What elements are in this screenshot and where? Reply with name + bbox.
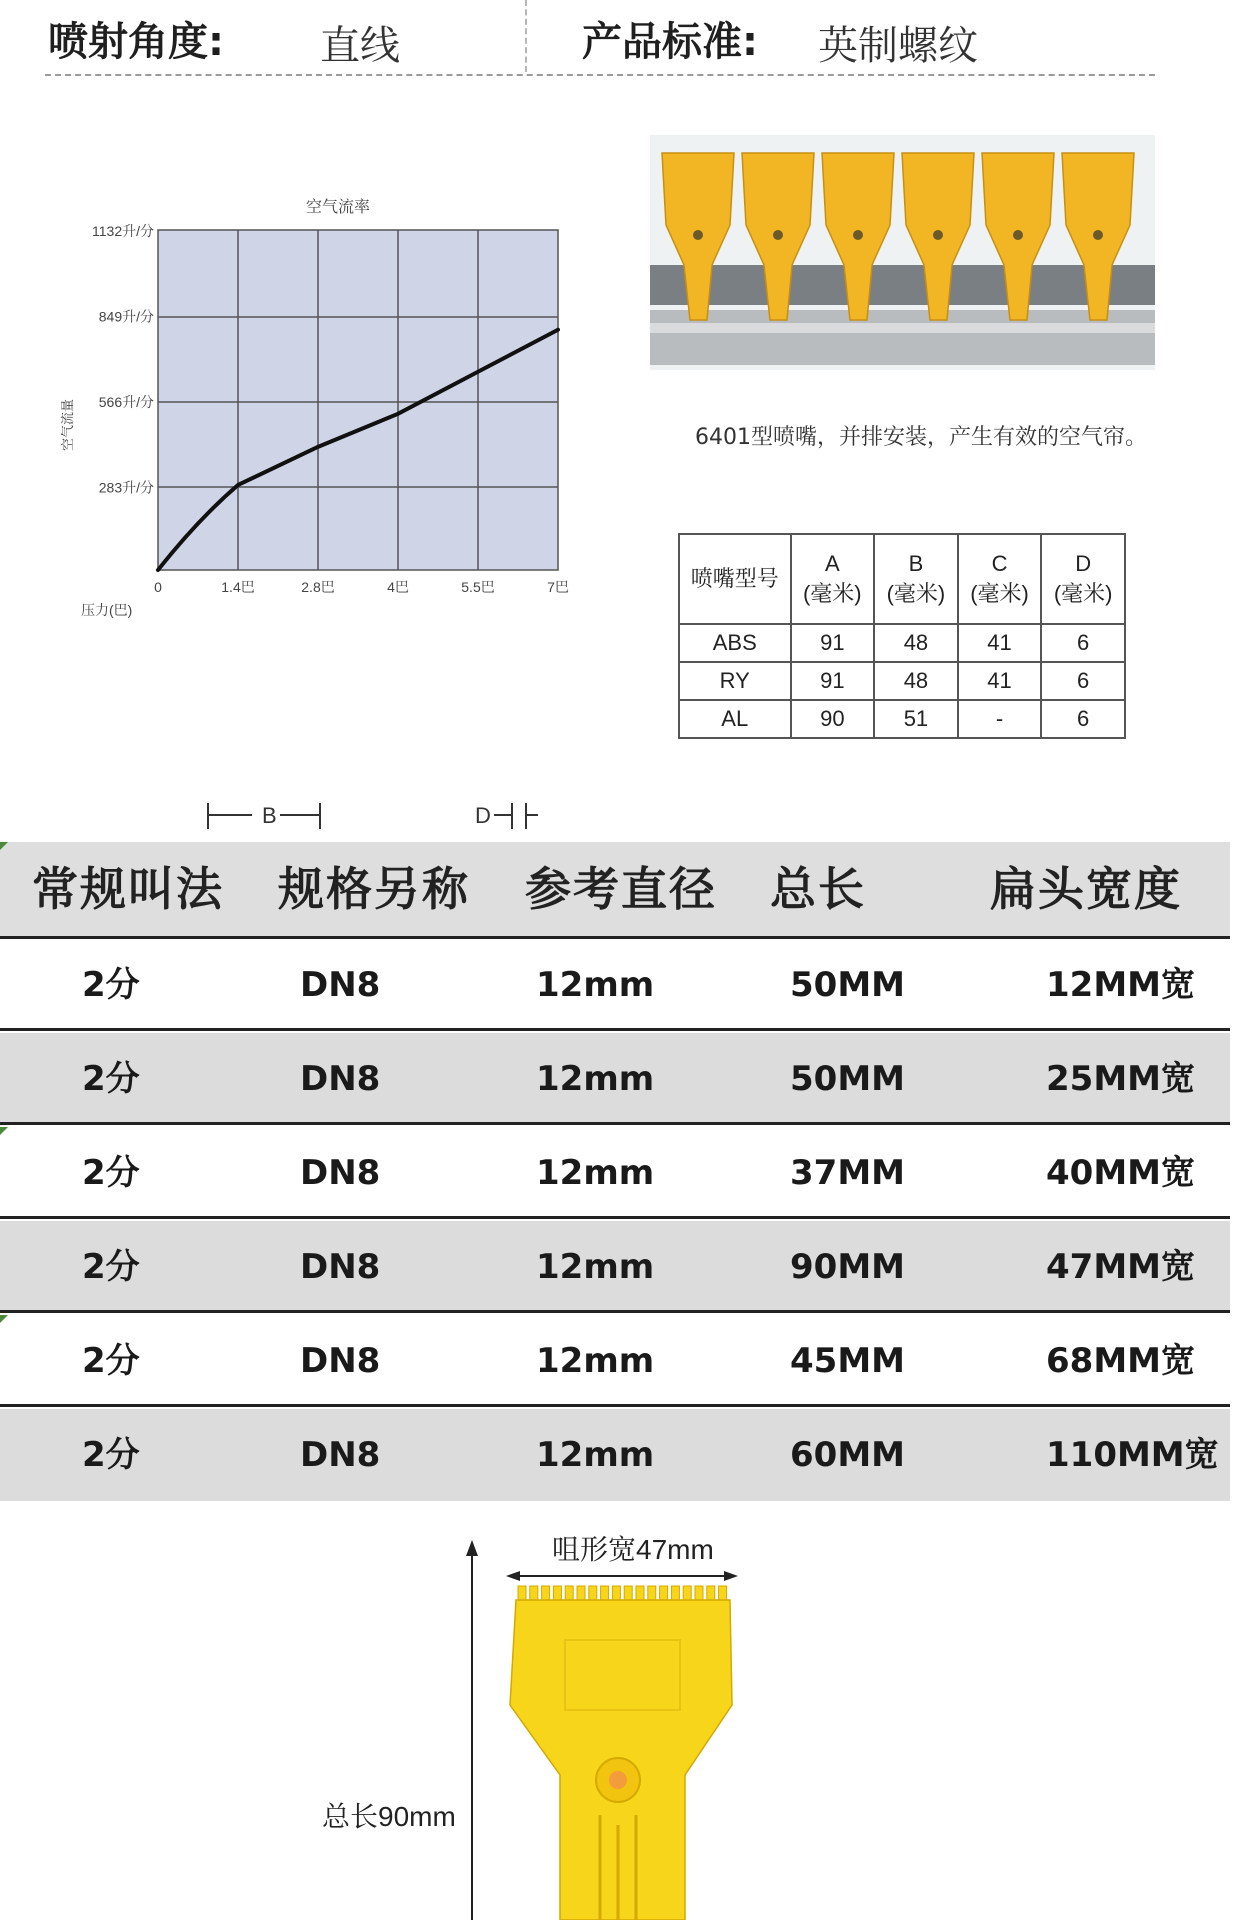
x-tick-label: 5.5巴 <box>461 579 495 595</box>
spec-header-common-name: 常规叫法 <box>32 862 224 916</box>
dims-cell: AL <box>679 700 791 738</box>
standard-label: 产品标准: <box>582 19 758 65</box>
spec-cell: 12MM宽 <box>1046 965 1195 1005</box>
y-tick-label: 283升/分 <box>98 479 154 496</box>
spec-cell: 12mm <box>536 1435 655 1475</box>
dims-cell: 91 <box>791 624 875 662</box>
spec-table-row <box>0 1033 1230 1125</box>
dims-header-d: D (毫米) <box>1041 534 1125 624</box>
spec-header-diameter: 参考直径 <box>525 862 717 916</box>
spec-table-header <box>0 842 1230 939</box>
flat-nozzle-illustration <box>510 1586 732 1920</box>
dims-cell: 48 <box>874 624 958 662</box>
y-tick-label: 1132升/分 <box>92 223 154 239</box>
arrow-left-icon <box>506 1571 520 1581</box>
nozzle-array-photo <box>650 135 1155 370</box>
spec-cell: 2分 <box>82 1059 140 1099</box>
dims-cell: 6 <box>1041 662 1125 700</box>
y-tick-label: 849升/分 <box>98 308 154 325</box>
width-dimension-label: 咀形宽47mm <box>552 1534 714 1565</box>
spec-cell: 2分 <box>82 1153 140 1193</box>
dims-header-b: B (毫米) <box>874 534 958 624</box>
dims-cell: ABS <box>679 624 791 662</box>
spec-cell: 50MM <box>790 1059 905 1099</box>
x-tick-labels <box>154 579 569 595</box>
spec-cell: 37MM <box>790 1153 905 1193</box>
spec-cell: 50MM <box>790 965 905 1005</box>
spec-cell: DN8 <box>300 1247 381 1287</box>
marker-b: B <box>262 803 277 828</box>
spec-cell: DN8 <box>300 1153 381 1193</box>
nozzle-hole <box>693 230 703 240</box>
spec-table-row <box>0 1409 1230 1501</box>
plot-area <box>158 230 558 570</box>
spec-table-row <box>0 939 1230 1031</box>
spec-cell: 2分 <box>82 1435 140 1475</box>
spec-cell: DN8 <box>300 1059 381 1099</box>
spec-cell: DN8 <box>300 965 381 1005</box>
arrow-right-icon <box>724 1571 738 1581</box>
dims-cell: 51 <box>874 700 958 738</box>
dims-cell: 6 <box>1041 700 1125 738</box>
chart-title: 空气流率 <box>305 199 371 216</box>
spray-angle-label: 喷射角度: <box>48 19 224 65</box>
spec-cell: 12mm <box>536 1059 655 1099</box>
dimensions-table <box>678 533 1126 739</box>
dimension-markers <box>200 795 560 835</box>
nozzle-array-illustration <box>650 135 1155 370</box>
dims-cell: 41 <box>958 662 1042 700</box>
spec-header-length: 总长 <box>770 862 866 916</box>
spec-cell: 68MM宽 <box>1046 1341 1195 1381</box>
nozzle-dimension-diagram <box>440 1540 780 1920</box>
dims-row <box>679 700 1125 738</box>
arrow-up-icon <box>466 1540 478 1556</box>
header-dashed-rule <box>45 74 1155 76</box>
spec-cell: 40MM宽 <box>1046 1153 1195 1193</box>
x-tick-label: 0 <box>154 579 162 595</box>
x-tick-label: 1.4巴 <box>221 579 255 595</box>
spec-cell: 2分 <box>82 1247 140 1287</box>
dims-cell: RY <box>679 662 791 700</box>
spec-cell: 60MM <box>790 1435 905 1475</box>
air-flow-chart <box>55 185 575 630</box>
dims-row <box>679 624 1125 662</box>
dims-cell: - <box>958 700 1042 738</box>
x-tick-label: 2.8巴 <box>301 579 335 595</box>
spec-header-alias: 规格另称 <box>278 862 470 916</box>
nozzle-hole <box>853 230 863 240</box>
spec-table-row <box>0 1315 1230 1407</box>
spec-cell: 12mm <box>536 1247 655 1287</box>
spec-table-row <box>0 1127 1230 1219</box>
marker-d: D <box>475 803 491 828</box>
dims-header-c: C (毫米) <box>958 534 1042 624</box>
spec-cell: 2分 <box>82 1341 140 1381</box>
spec-cell: 2分 <box>82 965 140 1005</box>
spec-cell: 25MM宽 <box>1046 1059 1195 1099</box>
spec-cell: 45MM <box>790 1341 905 1381</box>
dims-cell: 48 <box>874 662 958 700</box>
spec-cell: 12mm <box>536 1341 655 1381</box>
header-divider <box>525 0 527 72</box>
dims-cell: 41 <box>958 624 1042 662</box>
photo-caption: 6401型喷嘴，并排安装，产生有效的空气帘。 <box>695 425 1147 450</box>
x-tick-label: 7巴 <box>547 579 569 595</box>
row-corner-mark <box>0 842 8 850</box>
dims-header-model: 喷嘴型号 <box>679 534 791 624</box>
spec-cell: 12mm <box>536 1153 655 1193</box>
x-axis-label: 压力(巴) <box>81 602 133 618</box>
length-dimension-label: 总长90mm <box>322 1801 456 1832</box>
dims-row <box>679 662 1125 700</box>
spec-header-width: 扁头宽度 <box>990 862 1182 916</box>
nozzle-hole <box>773 230 783 240</box>
y-axis-label: 空气流量 <box>60 398 75 452</box>
dims-cell: 91 <box>791 662 875 700</box>
dims-cell: 6 <box>1041 624 1125 662</box>
spray-angle-value: 直线 <box>320 23 400 69</box>
nozzle-hole <box>1093 230 1103 240</box>
spec-table-row <box>0 1221 1230 1313</box>
standard-value: 英制螺纹 <box>818 23 978 69</box>
dims-header-a: A (毫米) <box>791 534 875 624</box>
spec-cell: 90MM <box>790 1247 905 1287</box>
nozzle-hole <box>1013 230 1023 240</box>
spec-cell: DN8 <box>300 1341 381 1381</box>
spec-cell: 110MM宽 <box>1046 1435 1219 1475</box>
nozzle-hole <box>933 230 943 240</box>
spec-cell: 47MM宽 <box>1046 1247 1195 1287</box>
dims-cell: 90 <box>791 700 875 738</box>
y-tick-labels <box>92 223 154 496</box>
y-tick-label: 566升/分 <box>98 394 154 410</box>
spec-cell: DN8 <box>300 1435 381 1475</box>
x-tick-label: 4巴 <box>387 579 409 595</box>
spec-cell: 12mm <box>536 965 655 1005</box>
